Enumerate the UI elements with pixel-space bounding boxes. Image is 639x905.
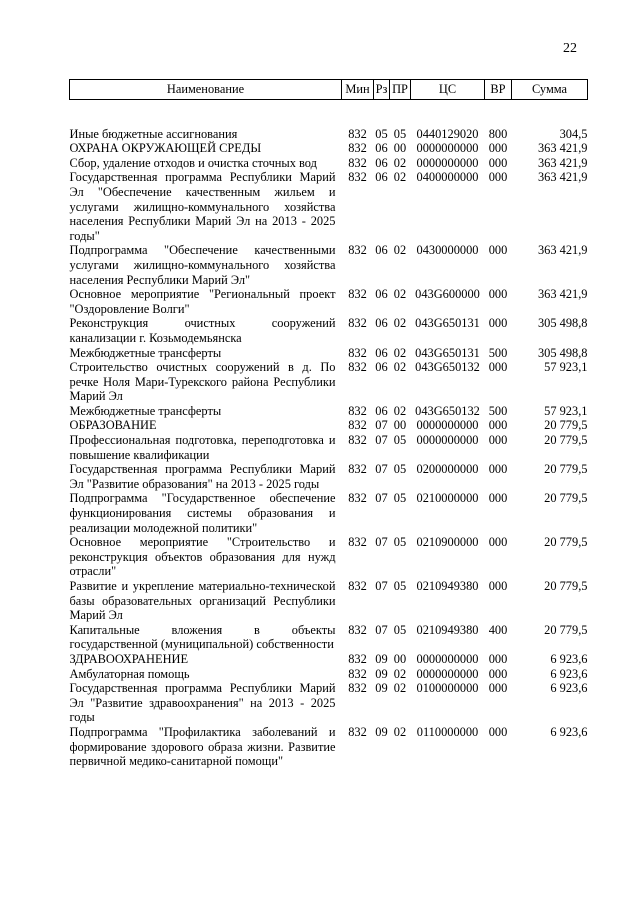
cell-cs: 0200000000 [416,462,479,477]
cell-cs: 0000000000 [416,433,479,448]
cell-name: Основное мероприятие "Строительство и реконструкция объектов образования для нужд отрасли" [69,535,336,579]
cell-pr: 00 [393,651,407,666]
cell-min: 832 [348,491,367,506]
cell-pr: 00 [393,418,407,433]
table-row [70,725,588,769]
cell-vr: 000 [488,491,508,506]
header-row [70,80,588,100]
cell-name: ЗДРАВООХРАНЕНИЕ [69,651,189,666]
cell-cs: 043G650132 [415,403,480,418]
cell-pr: 05 [393,535,407,550]
table-row [70,462,588,491]
cell-sum: 6 923,6 [550,651,588,666]
cell-cs: 0110000000 [416,724,479,739]
table-row [70,433,588,462]
table-row [70,316,588,345]
cell-sum: 20 779,5 [544,491,588,506]
table-row [70,681,588,725]
table-row [70,667,588,682]
cell-cs: 0100000000 [416,681,479,696]
table-header [70,80,588,100]
table-row [70,623,588,652]
cell-min: 832 [348,535,367,550]
cell-name: ОБРАЗОВАНИЕ [69,418,157,433]
cell-cs: 0000000000 [416,141,479,156]
cell-name: Государственная программа Республики Марий Эл "Обеспечение качественным жильем и услугами жилищно-коммунального хозяйства населения Республики Марий Эл на 2013 - 2025 годы" [69,170,336,243]
header-sum: Сумма [512,80,588,100]
cell-vr: 500 [488,345,508,360]
cell-rz: 06 [375,141,388,156]
table-row [70,287,588,316]
cell-vr: 000 [488,535,508,550]
cell-name: Подпрограмма "Обеспечение качественными услугами жилищно-коммунального хозяйства населения Республики Марий Эл" [69,243,336,287]
cell-rz: 06 [375,243,388,258]
cell-cs: 0000000000 [416,666,479,681]
cell-sum: 20 779,5 [544,535,588,550]
cell-min: 832 [348,651,367,666]
cell-min: 832 [348,622,367,637]
cell-vr: 000 [488,418,508,433]
cell-rz: 09 [375,651,388,666]
cell-vr: 000 [488,155,508,170]
header-min: Мин [342,80,374,100]
cell-min: 832 [348,724,367,739]
cell-vr: 000 [488,462,508,477]
cell-pr: 02 [393,316,407,331]
cell-cs: 0210000000 [416,491,479,506]
cell-vr: 000 [488,170,508,185]
cell-sum: 363 421,9 [537,155,588,170]
cell-vr: 000 [488,243,508,258]
cell-rz: 09 [375,666,388,681]
cell-name: ОХРАНА ОКРУЖАЮЩЕЙ СРЕДЫ [69,141,262,156]
cell-pr: 05 [393,622,407,637]
cell-sum: 57 923,1 [544,360,588,375]
cell-sum: 305 498,8 [537,316,588,331]
cell-name: Профессиональная подготовка, переподготовка и повышение квалификации [69,433,336,462]
cell-vr: 000 [488,141,508,156]
cell-rz: 07 [375,462,388,477]
table-row [70,579,588,623]
cell-pr: 02 [393,243,407,258]
cell-name: Межбюджетные трансферты [69,345,222,360]
cell-rz: 09 [375,724,388,739]
cell-pr: 05 [393,433,407,448]
cell-cs: 0000000000 [416,418,479,433]
cell-vr: 800 [488,126,508,141]
table-row [70,346,588,361]
cell-sum: 20 779,5 [544,418,588,433]
table-body [70,99,588,769]
page-number: 22 [563,41,577,56]
cell-vr: 500 [488,403,508,418]
cell-cs: 043G650131 [415,345,480,360]
cell-pr: 02 [393,345,407,360]
cell-min: 832 [348,418,367,433]
cell-name: Подпрограмма "Профилактика заболеваний и формирование здорового образа жизни. Развитие первичной медико-санитарной помощи" [69,724,336,769]
cell-min: 832 [348,243,367,258]
cell-vr: 000 [488,666,508,681]
cell-pr: 05 [393,462,407,477]
cell-name: Иные бюджетные ассигнования [69,126,238,141]
cell-name: Государственная программа Республики Марий Эл "Развитие образования" на 2013 - 2025 годы [69,462,336,491]
cell-sum: 20 779,5 [544,462,588,477]
cell-name: Подпрограмма "Государственное обеспечение функционирования системы образования и реализации молодежной политики" [69,491,336,535]
cell-min: 832 [348,403,367,418]
cell-vr: 000 [488,681,508,696]
cell-rz: 06 [375,287,388,302]
cell-rz: 07 [375,622,388,637]
cell-name: Развитие и укрепление материально-технической базы образовательных организаций Республики Марий Эл [69,579,336,623]
cell-min: 832 [348,579,367,593]
cell-sum: 6 923,6 [550,666,588,681]
table-row [70,170,588,243]
cell-name: Амбулаторная помощь [69,666,190,681]
cell-sum: 363 421,9 [537,141,588,156]
cell-rz: 06 [375,360,388,375]
cell-cs: 0000000000 [416,651,479,666]
cell-pr: 02 [393,724,407,739]
table-row [70,156,588,171]
cell-rz: 07 [375,579,388,593]
cell-vr: 400 [488,622,508,637]
table-row [70,652,588,667]
cell-rz: 07 [375,418,388,433]
cell-pr: 05 [393,126,407,141]
table-row [70,360,588,404]
cell-min: 832 [348,155,367,170]
cell-pr: 02 [393,360,407,375]
cell-rz: 06 [375,170,388,185]
cell-min: 832 [348,462,367,477]
cell-sum: 20 779,5 [544,622,588,637]
cell-name: Сбор, удаление отходов и очистка сточных вод [69,155,317,170]
cell-vr: 000 [488,360,508,375]
cell-min: 832 [348,126,367,141]
table-row [70,243,588,287]
cell-name: Межбюджетные трансферты [69,403,222,418]
cell-pr: 05 [393,579,407,593]
cell-vr: 000 [488,287,508,302]
cell-rz: 07 [375,433,388,448]
cell-cs: 0210949380 [416,622,479,637]
cell-min: 832 [348,287,367,302]
cell-name: Строительство очистных сооружений в д. По речке Ноля Мари-Турекского района Республики Марий Эл [69,360,336,404]
cell-pr: 05 [393,491,407,506]
cell-min: 832 [348,360,367,375]
budget-table [69,79,588,769]
cell-rz: 06 [375,403,388,418]
cell-name: Реконструкция очистных сооружений канализации г. Козьмодемьянска [69,316,336,345]
cell-rz: 05 [375,126,388,141]
cell-vr: 000 [488,724,508,739]
cell-sum: 363 421,9 [537,170,588,185]
cell-sum: 20 779,5 [544,433,588,448]
cell-cs: 043G650132 [415,360,480,375]
cell-cs: 0400000000 [416,170,479,185]
cell-cs: 0440129020 [416,126,479,141]
cell-pr: 02 [393,403,407,418]
cell-min: 832 [348,681,367,696]
table-row [70,99,588,141]
cell-sum: 363 421,9 [537,243,588,258]
table-row [70,491,588,535]
header-vr: ВР [485,80,512,100]
cell-rz: 07 [375,535,388,550]
cell-rz: 09 [375,681,388,696]
cell-name: Капитальные вложения в объекты государственной (муниципальной) собственности [69,622,336,652]
cell-cs: 0000000000 [416,155,479,170]
cell-cs: 0430000000 [416,243,479,258]
cell-sum: 20 779,5 [544,579,588,593]
cell-min: 832 [348,170,367,185]
cell-rz: 06 [375,316,388,331]
table-row [70,535,588,579]
cell-cs: 043G600000 [415,287,480,302]
cell-vr: 000 [488,316,508,331]
cell-vr: 000 [488,579,508,593]
table-row [70,418,588,433]
header-name: Наименование [70,80,342,100]
table-row [70,141,588,156]
cell-pr: 02 [393,681,407,696]
cell-cs: 043G650131 [415,316,480,331]
cell-rz: 06 [375,155,388,170]
cell-vr: 000 [488,651,508,666]
cell-pr: 02 [393,666,407,681]
cell-sum: 6 923,6 [550,724,588,739]
cell-name: Основное мероприятие "Региональный проект "Оздоровление Волги" [69,287,336,316]
cell-pr: 00 [393,141,407,156]
cell-min: 832 [348,345,367,360]
cell-rz: 06 [375,345,388,360]
cell-name: Государственная программа Республики Марий Эл "Развитие здравоохранения" на 2013 - 2025 годы [69,681,336,725]
cell-pr: 02 [393,155,407,170]
cell-sum: 57 923,1 [544,403,588,418]
cell-pr: 02 [393,287,407,302]
cell-sum: 305 498,8 [537,345,588,360]
cell-min: 832 [348,141,367,156]
cell-min: 832 [348,666,367,681]
header-cs: ЦС [411,80,485,100]
header-pr: ПР [390,80,411,100]
header-rz: Рз [374,80,390,100]
cell-min: 832 [348,433,367,448]
table-row [70,404,588,419]
cell-cs: 0210900000 [416,535,479,550]
cell-cs: 0210949380 [416,579,479,593]
cell-sum: 6 923,6 [550,681,588,696]
cell-vr: 000 [488,433,508,448]
cell-rz: 07 [375,491,388,506]
cell-min: 832 [348,316,367,331]
cell-sum: 363 421,9 [537,287,588,302]
cell-pr: 02 [393,170,407,185]
cell-sum: 304,5 [559,126,588,141]
